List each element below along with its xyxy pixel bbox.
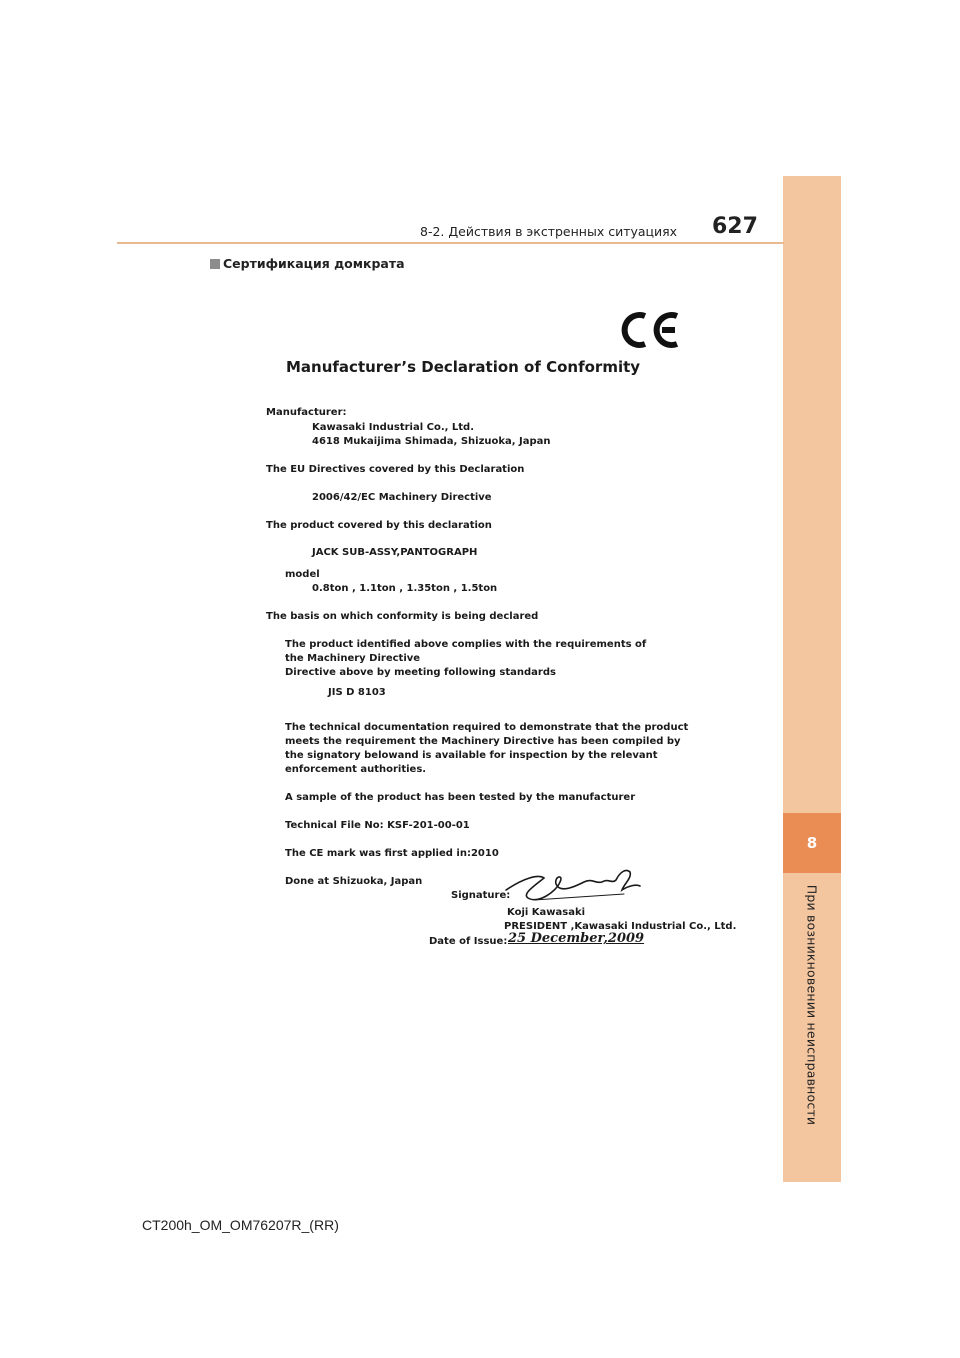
technical-line: enforcement authorities. — [285, 764, 427, 775]
ce-applied-year: The CE mark was first applied in:2010 — [285, 848, 499, 859]
manufacturer-address: 4618 Mukaijima Shimada, Shizuoka, Japan — [312, 436, 551, 447]
manufacturer-label: Manufacturer: — [266, 407, 347, 418]
technical-line: meets the requirement the Machinery Directive has been compiled by — [285, 736, 681, 747]
product-value: JACK SUB-ASSY,PANTOGRAPH — [312, 547, 478, 558]
chapter-number-badge: 8 — [783, 813, 841, 873]
ce-mark-icon — [618, 308, 680, 352]
date-of-issue: 25 December,2009 — [508, 931, 645, 946]
basis-line: The product identified above complies with the requirements of — [285, 639, 647, 650]
date-label: Date of Issue: — [429, 936, 508, 947]
standard-value: JIS D 8103 — [328, 687, 386, 698]
signature-label: Signature: — [451, 890, 511, 901]
manufacturer-name: Kawasaki Industrial Co., Ltd. — [312, 422, 475, 433]
technical-line: the signatory belowand is available for inspection by the relevant — [285, 750, 658, 761]
directive-value: 2006/42/EC Machinery Directive — [312, 492, 492, 503]
certificate-title: Manufacturer’s Declaration of Conformity — [286, 358, 641, 376]
square-bullet-icon — [210, 259, 220, 269]
model-label: model — [285, 569, 320, 580]
directives-label: The EU Directives covered by this Declaration — [266, 464, 525, 475]
done-at: Done at Shizuoka, Japan — [285, 876, 423, 887]
signatory-title: PRESIDENT ,Kawasaki Industrial Co., Ltd. — [504, 921, 737, 932]
page-number: 627 — [712, 214, 758, 239]
sample-statement: A sample of the product has been tested by the manufacturer — [285, 792, 636, 803]
handwritten-signature — [504, 864, 642, 908]
basis-line: Directive above by meeting following standards — [285, 667, 556, 678]
product-label: The product covered by this declaration — [266, 520, 492, 531]
technical-file-number: Technical File No: KSF-201-00-01 — [285, 820, 470, 831]
header-divider — [117, 242, 784, 244]
technical-line: The technical documentation required to demonstrate that the product — [285, 722, 689, 733]
chapter-vertical-title: При возникновении неисправности — [804, 884, 820, 1126]
subheading — [210, 256, 405, 271]
model-values: 0.8ton , 1.1ton , 1.35ton , 1.5ton — [312, 583, 498, 594]
basis-line: the Machinery Directive — [285, 653, 421, 664]
signatory-name: Koji Kawasaki — [507, 907, 586, 918]
basis-label: The basis on which conformity is being declared — [266, 611, 539, 622]
section-title: 8-2. Действия в экстренных ситуациях — [420, 224, 678, 239]
document-footer: CT200h_OM_OM76207R_(RR) — [142, 1217, 339, 1233]
subheading-text: Сертификация домкрата — [223, 256, 405, 271]
